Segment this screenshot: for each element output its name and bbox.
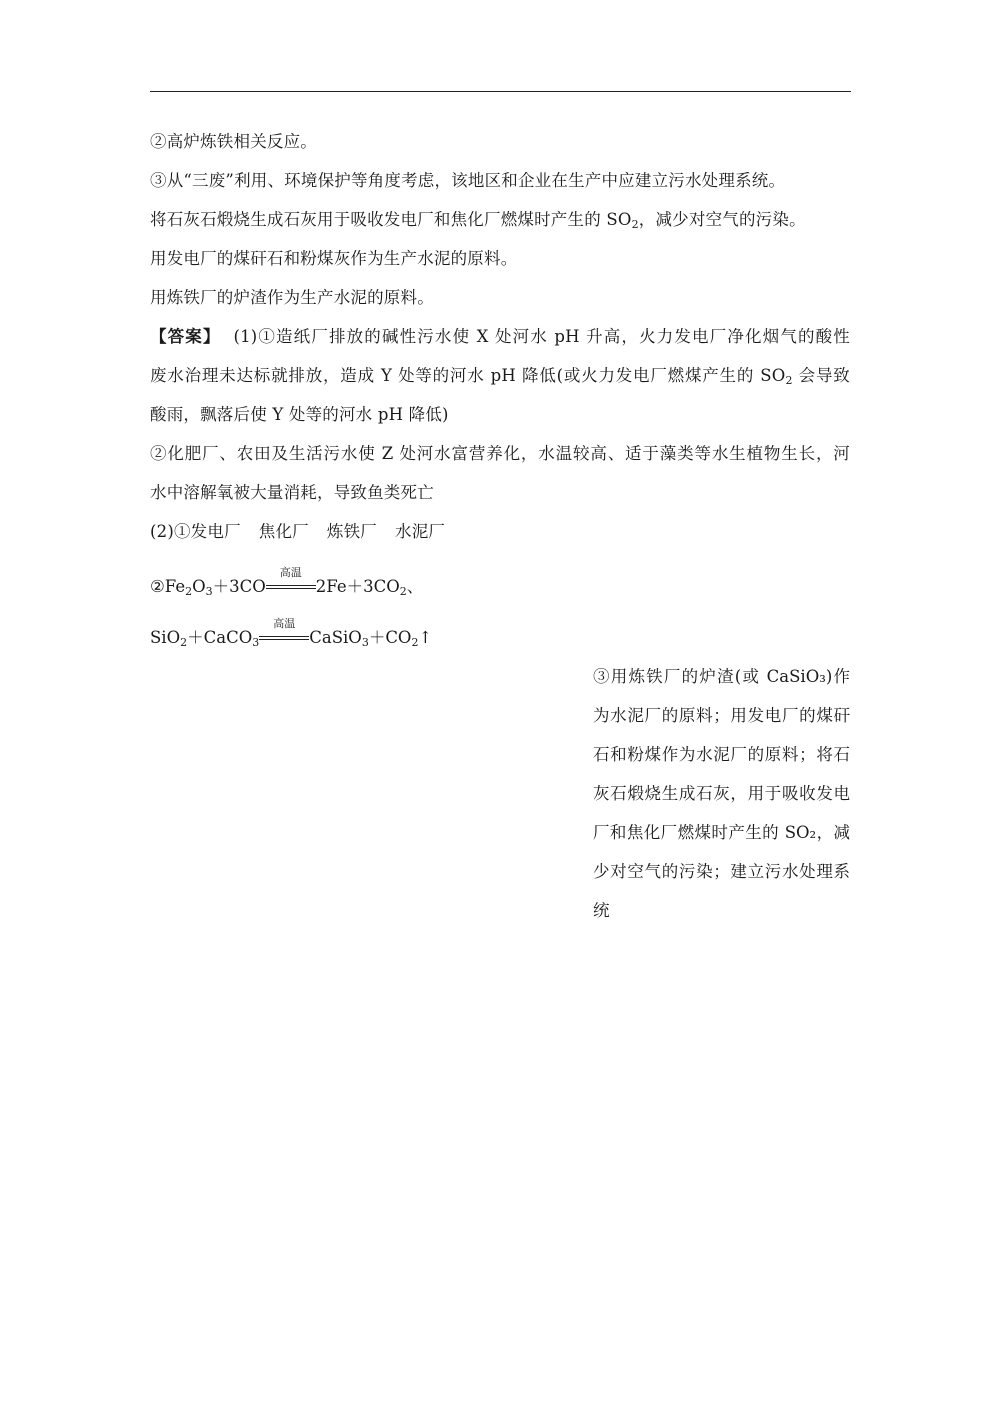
answer-line-2-a: 废水治理未达标就排放，造成 Y 处等的河水 pH 降低(或火力发电厂燃煤产生的 SO [150, 366, 786, 385]
answer-line-1-text: (1)①造纸厂排放的碱性污水使 X 处河水 pH 升高，火力发电厂净化烟气的酸性 [233, 327, 850, 346]
text-line-2: ③从“三废”利用、环境保护等角度考虑，该地区和企业在生产中应建立污水处理系统。 [150, 171, 786, 190]
answer-line-2 [150, 365, 850, 387]
subscript: 2 [185, 585, 193, 598]
side-line-4: 灰石煅烧生成石灰，用于吸收发电 [593, 784, 850, 803]
answer-line-3: 酸雨，飘落后使 Y 处等的河水 pH 降低) [150, 405, 449, 424]
equals-bar-top [259, 636, 309, 637]
text-line-5: 用炼铁厂的炉渣作为生产水泥的原料。 [150, 288, 434, 307]
header-rule [150, 91, 851, 92]
subscript: 2 [411, 636, 419, 649]
text-line-3 [150, 209, 806, 231]
side-line-3: 石和粉煤作为水泥厂的原料；将石 [593, 745, 850, 764]
eq1-reactant: ②Fe [150, 577, 186, 596]
text-line-4: 用发电厂的煤矸石和粉煤灰作为生产水泥的原料。 [150, 249, 518, 268]
answer-line-2-b: 会导致 [792, 366, 850, 385]
answer-line-5: 水中溶解氧被大量消耗，导致鱼类死亡 [150, 483, 434, 502]
factory-4: 水泥厂 [395, 522, 446, 541]
eq2-product: ＋CO [368, 628, 412, 647]
subscript: 2 [399, 585, 407, 598]
subscript: 3 [252, 636, 260, 649]
factory-1: (2)①发电厂 [150, 522, 241, 541]
text-line-1: ②高炉炼铁相关反应。 [150, 132, 317, 151]
side-line-2: 为水泥厂的原料；用发电厂的煤矸 [593, 706, 850, 725]
equals-bar-bottom [259, 639, 309, 640]
side-line-6: 少对空气的污染；建立污水处理系 [593, 862, 850, 881]
eq2-reactant: SiO [150, 628, 181, 647]
eq1-product: 2Fe＋3CO [315, 577, 400, 596]
condition-label: 高温 [279, 566, 302, 579]
equation-1 [150, 566, 424, 598]
eq2-reactant: ＋CaCO [187, 628, 253, 647]
subscript: 2 [180, 636, 188, 649]
eq1-reactant: O [192, 577, 206, 596]
side-line-5: 厂和焦化厂燃煤时产生的 SO₂，减 [593, 823, 850, 842]
text-line-3-a: 将石灰石煅烧生成石灰用于吸收发电厂和焦化厂燃煤时产生的 SO [150, 210, 632, 229]
equation-2 [150, 617, 433, 649]
equals-bar-bottom [266, 588, 316, 589]
up-arrow-icon: ↑ [418, 628, 433, 647]
equals-bar-top [266, 585, 316, 586]
reaction-condition [266, 566, 316, 598]
subscript: 2 [631, 218, 639, 231]
text-line-3-b: ，减少对空气的污染。 [638, 210, 806, 229]
factory-2: 焦化厂 [258, 522, 309, 541]
side-answer-block [593, 666, 850, 939]
answer-line-4: ②化肥厂、农田及生活污水使 Z 处河水富营养化，水温较高、适于藻类等水生植物生长，河 [150, 444, 850, 463]
eq1-reactant: ＋3CO [212, 577, 266, 596]
subscript: 2 [785, 374, 793, 387]
side-line-1: ③用炼铁厂的炉渣(或 CaSiO₃)作 [593, 667, 850, 686]
subscript: 3 [361, 636, 369, 649]
eq1-product: 、 [406, 577, 424, 596]
factory-3: 炼铁厂 [326, 522, 377, 541]
answer-label: 【答案】 [150, 327, 221, 346]
answer-line-1 [150, 326, 850, 348]
subscript: 3 [205, 585, 213, 598]
side-line-7: 统 [593, 901, 610, 920]
eq2-product: CaSiO [309, 628, 362, 647]
answer-line-6 [150, 521, 445, 543]
reaction-condition [259, 617, 309, 649]
condition-label: 高温 [273, 617, 296, 630]
